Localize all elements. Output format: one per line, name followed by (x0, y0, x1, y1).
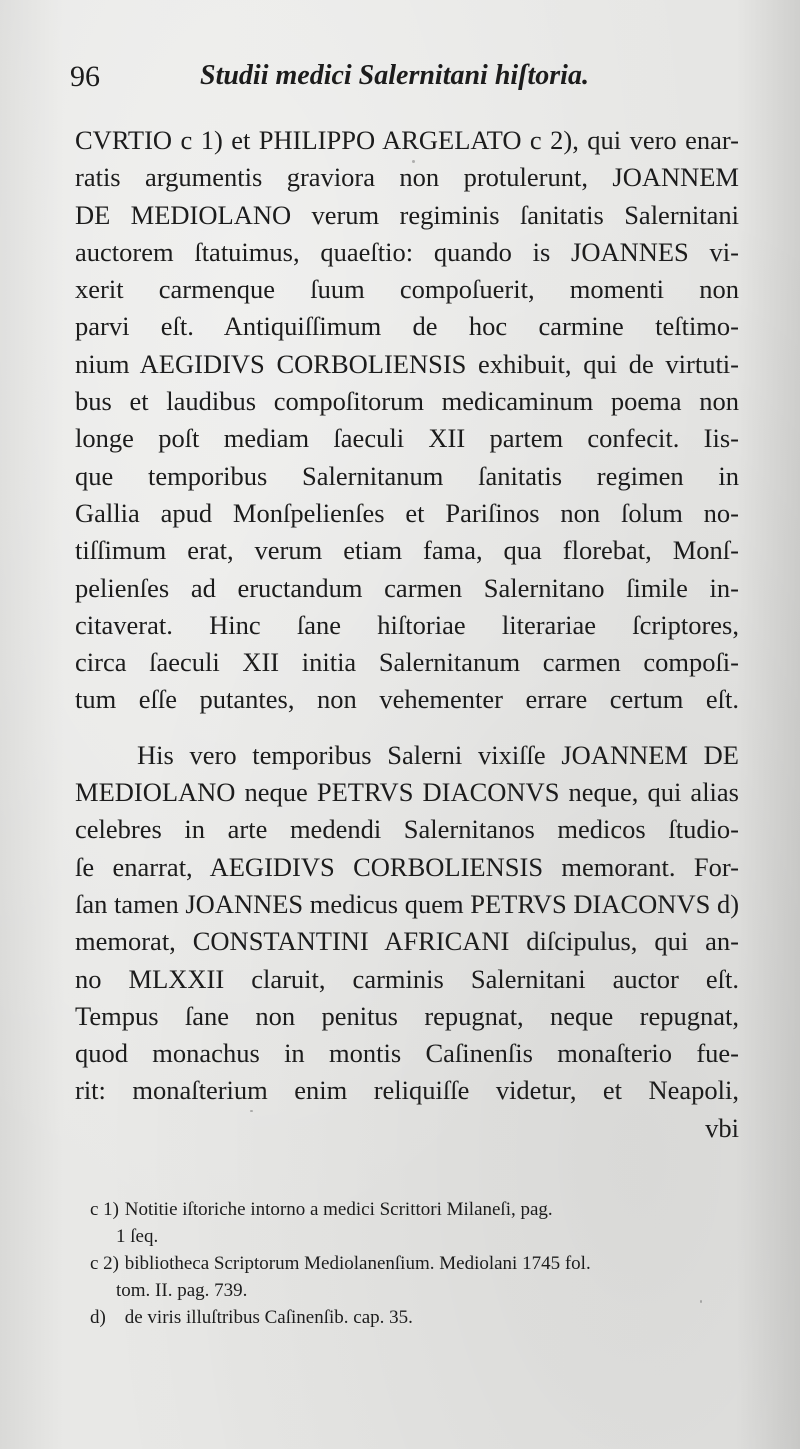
footnote-continuation: tom. II. pag. 739. (116, 1280, 248, 1301)
footnote-text: de viris illuſtribus Caſinenſib. cap. 35. (124, 1307, 413, 1328)
paper-speck (700, 1300, 702, 1303)
text-line: tum eſſe putantes, non vehementer errare certum eſt. (75, 684, 739, 715)
page-number: 96 (70, 60, 100, 93)
footnote-mark: d) (90, 1307, 106, 1328)
running-title: Studii medici Salernitani hiſtoria. (200, 60, 589, 91)
footnote-mark: c 1) (90, 1199, 120, 1220)
paper-speck (640, 520, 642, 522)
footnote-text: Notitie iſtoriche intorno a medici Scrittori Milaneſi, pag. (124, 1199, 553, 1220)
footnote-text: bibliotheca Scriptorum Mediolanenſium. Mediolani 1745 fol. (124, 1253, 591, 1274)
text-line: MEDIOLANO neque PETRVS DIACONVS neque, qui alias (75, 777, 739, 808)
paragraph-gap (75, 719, 739, 737)
text-line: parvi eſt. Antiquiſſimum de hoc carmine teſtimo- (75, 311, 739, 342)
paper-speck (412, 160, 415, 163)
footnote-continuation: 1 ſeq. (116, 1226, 159, 1247)
text-line: quod monachus in montis Caſinenſis monaſterio fue- (75, 1038, 739, 1069)
text-line: ſan tamen JOANNES medicus quem PETRVS DIACONVS d) (75, 888, 740, 919)
text-line: longe poſt mediam ſaeculi XII partem confecit. Iis- (75, 423, 739, 454)
paper-speck (250, 1110, 253, 1112)
text-line: Gallia apud Monſpelienſes et Pariſinos non ſolum no- (75, 497, 739, 528)
text-line: bus et laudibus compoſitorum medicaminum poema non (75, 386, 739, 417)
text-line: His vero temporibus Salerni vixiſſe JOANNEM DE (137, 739, 739, 770)
text-line: xerit carmenque ſuum compoſuerit, momenti non (75, 274, 739, 305)
text-line: ſe enarrat, AEGIDIVS CORBOLIENSIS memorant. For- (75, 851, 739, 882)
text-line: circa ſaeculi XII initia Salernitanum carmen compoſi- (75, 647, 739, 678)
catchword: vbi (705, 1112, 739, 1143)
text-line: CVRTIO c 1) et PHILIPPO ARGELATO c 2), qui vero enar- (75, 125, 739, 155)
text-line: Tempus ſane non penitus repugnat, neque repugnat, (75, 1000, 739, 1031)
footnotes (90, 1196, 750, 1331)
text-line: DE MEDIOLANO verum regiminis ſanitatis Salernitani (75, 199, 739, 230)
text-line: no MLXXII claruit, carminis Salernitani auctor eſt. (75, 963, 739, 994)
footnote (90, 1196, 750, 1223)
text-line: memorat, CONSTANTINI AFRICANI diſcipulus, qui an- (75, 926, 739, 957)
text-line: auctorem ſtatuimus, quaeſtio: quando is JOANNES vi- (75, 236, 739, 267)
page-header (70, 60, 750, 100)
footnote (90, 1304, 750, 1331)
text-line: celebres in arte medendi Salernitanos medicos ſtudio- (75, 814, 739, 845)
text-line: citaverat. Hinc ſane hiſtoriae literariae ſcriptores, (75, 609, 739, 640)
text-line: rit: monaſterium enim reliquiſſe videtur, et Neapoli, (75, 1075, 739, 1106)
text-line: pelienſes ad eructandum carmen Salernitano ſimile in- (75, 572, 739, 603)
main-text (75, 122, 739, 1147)
footnote-mark: c 2) (90, 1253, 120, 1274)
text-line: tiſſimum erat, verum etiam fama, qua florebat, Monſ- (75, 535, 739, 566)
text-line: nium AEGIDIVS CORBOLIENSIS exhibuit, qui de virtuti- (75, 348, 739, 379)
footnote (90, 1250, 750, 1277)
text-line: ratis argumentis graviora non protulerunt, JOANNEM (75, 162, 739, 193)
text-line: que temporibus Salernitanum ſanitatis regimen in (75, 460, 739, 491)
